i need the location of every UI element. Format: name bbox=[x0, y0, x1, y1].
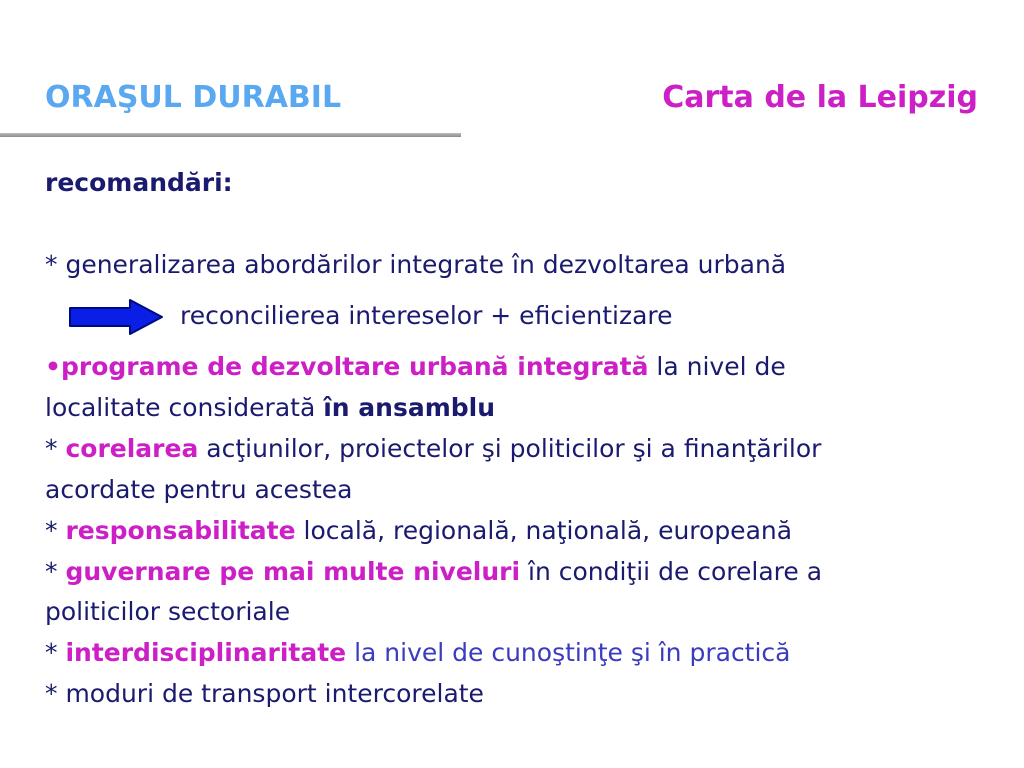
item-programe-line2-text: localitate considerată bbox=[45, 393, 324, 422]
item-guvernare-highlight: guvernare pe mai multe niveluri bbox=[65, 557, 521, 586]
item-corelarea-highlight: corelarea bbox=[65, 434, 199, 463]
arrow-result-text: reconcilierea intereselor + eficientizare bbox=[180, 301, 673, 330]
item-guvernare-rest: în condiţii de corelare a bbox=[520, 557, 823, 586]
item-interdisciplinaritate-rest: la nivel de cunoştinţe şi în practică bbox=[346, 638, 791, 667]
item-interdisciplinaritate-star: * bbox=[45, 638, 66, 667]
item-corelarea-line2: acordate pentru acestea bbox=[45, 475, 353, 504]
item-corelarea-star: * bbox=[45, 434, 66, 463]
item-generalizarea: * generalizarea abordărilor integrate în dezvoltarea urbană bbox=[45, 250, 787, 279]
right-arrow-icon bbox=[68, 298, 164, 336]
item-programe-line2-bold: în ansamblu bbox=[323, 393, 496, 422]
item-responsabilitate-highlight: responsabilitate bbox=[65, 516, 296, 545]
item-guvernare bbox=[45, 557, 822, 587]
item-programe bbox=[45, 352, 786, 382]
item-guvernare-star: * bbox=[45, 557, 66, 586]
item-programe-rest: la nivel de bbox=[648, 352, 786, 381]
page-subtitle: Carta de la Leipzig bbox=[662, 80, 978, 115]
page-title: ORAŞUL DURABIL bbox=[45, 80, 342, 115]
item-corelarea bbox=[45, 434, 821, 464]
title-divider bbox=[0, 133, 461, 137]
section-heading: recomandări: bbox=[45, 168, 233, 197]
item-corelarea-rest: acţiunilor, proiectelor şi politicilor şi a finanţărilor bbox=[198, 434, 822, 463]
item-responsabilitate bbox=[45, 516, 792, 546]
item-interdisciplinaritate bbox=[45, 638, 791, 668]
item-responsabilitate-rest: locală, regională, naţională, europeană bbox=[295, 516, 793, 545]
bullet-mark: • bbox=[45, 352, 61, 381]
item-transport: * moduri de transport intercorelate bbox=[45, 679, 484, 708]
item-programe-line2 bbox=[45, 393, 495, 423]
item-programe-highlight: programe de dezvoltare urbană integrată bbox=[60, 352, 649, 381]
item-responsabilitate-star: * bbox=[45, 516, 66, 545]
item-guvernare-line2: politicilor sectoriale bbox=[45, 597, 291, 626]
item-interdisciplinaritate-highlight: interdisciplinaritate bbox=[65, 638, 347, 667]
